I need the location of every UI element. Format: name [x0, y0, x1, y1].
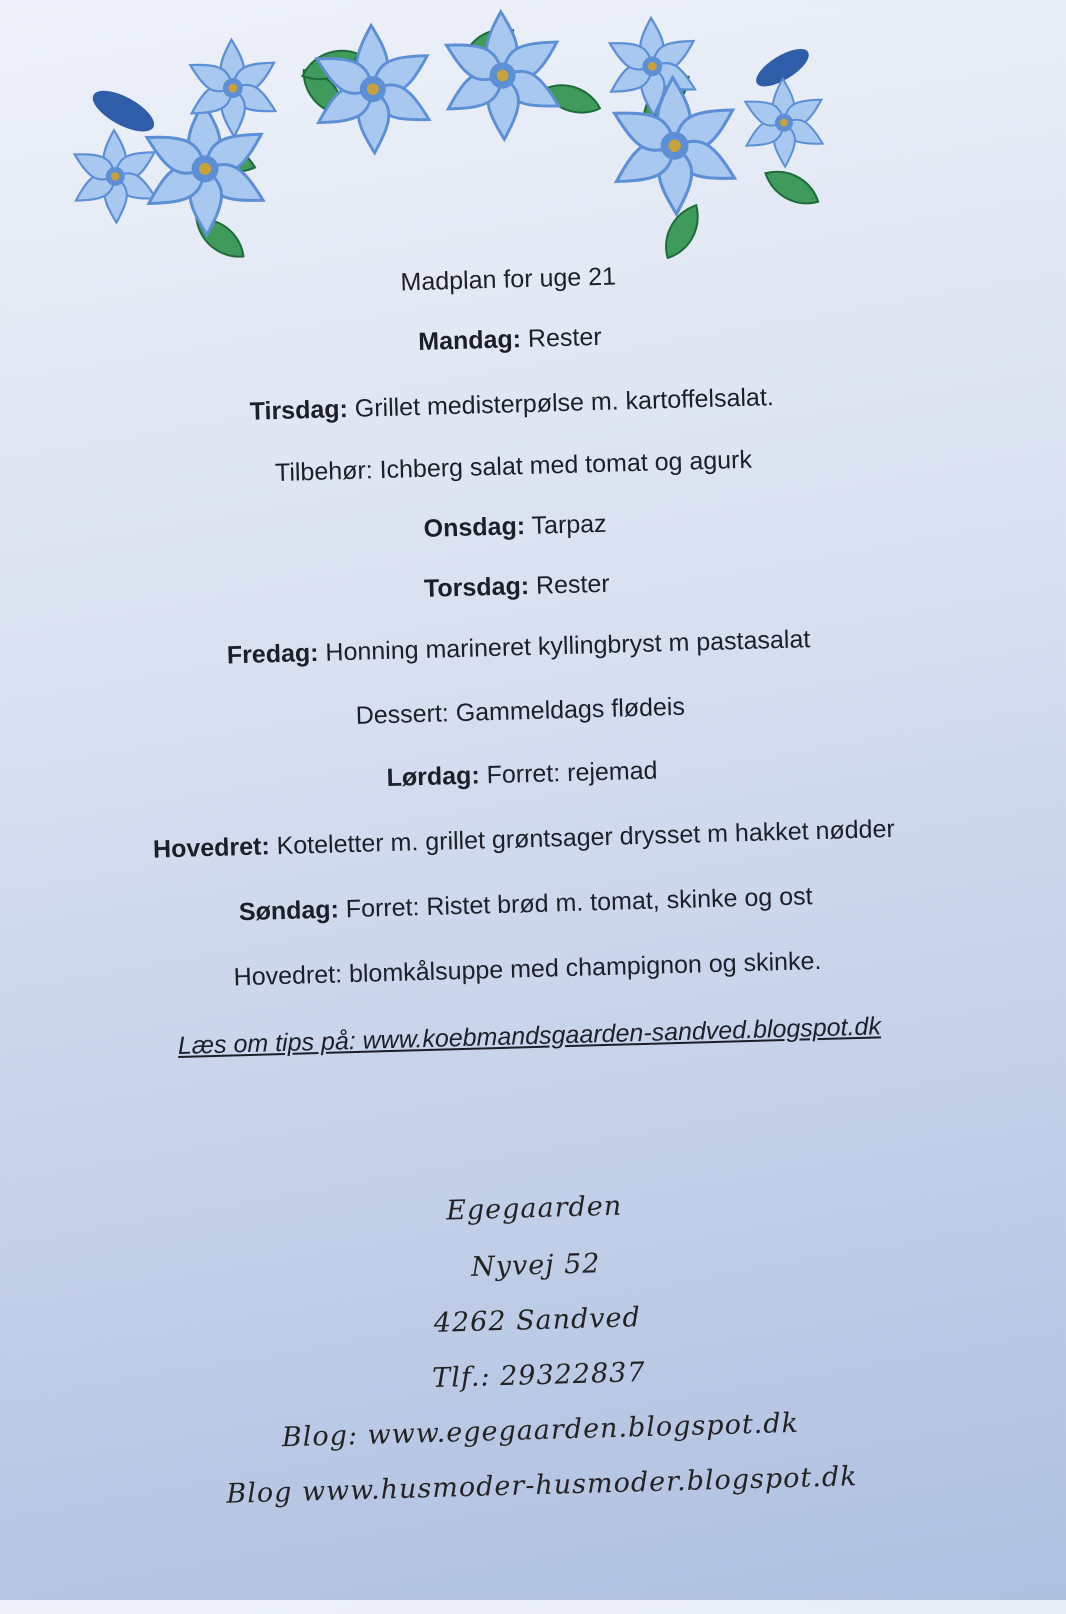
day-label: Onsdag:: [423, 512, 526, 543]
menu-line-saturday-main: [4, 811, 1044, 869]
address-name: Egegaarden: [445, 1190, 623, 1227]
menu-line-friday-dessert: [0, 683, 1040, 741]
dish-text: Honning marineret kyllingbryst m pastasalat: [318, 625, 811, 667]
menu-line-friday: [0, 619, 1039, 677]
dish-text: Forret: rejemad: [479, 756, 658, 790]
menu-line-wednesday: [0, 498, 1035, 556]
dish-text: Rester: [520, 322, 602, 354]
menu-line-tuesday-side: [0, 438, 1034, 496]
day-label: Mandag:: [417, 325, 522, 356]
menu-line-sunday-main: [7, 941, 1047, 999]
dish-text: Hovedret: blomkålsuppe med champignon og skinke.: [233, 946, 822, 992]
address-blog-1: Blog: www.egegaarden.blogspot.dk: [281, 1407, 800, 1454]
day-label: Fredag:: [226, 638, 319, 670]
menu-line-thursday: [0, 558, 1037, 616]
dish-text: Tilbehør: Ichberg salat med tomat og agurk: [274, 445, 753, 488]
day-label: Hovedret:: [152, 832, 271, 864]
dish-text: Koteletter m. grillet grøntsager drysset m hakket nødder: [269, 814, 896, 861]
menu-line-monday: [0, 311, 1030, 369]
flower-wreath-illustration: [41, 0, 869, 303]
menu-line-saturday: [2, 746, 1042, 804]
day-label: Tirsdag:: [249, 394, 349, 426]
dish-text: Grillet medisterpølse m. kartoffelsalat.: [347, 383, 775, 423]
address-phone: Tlf.: 29322837: [431, 1357, 646, 1394]
address-blog-2: Blog www.husmoder-husmoder.blogspot.dk: [225, 1461, 858, 1510]
day-label: Søndag:: [238, 895, 340, 927]
dish-text: Tarpaz: [524, 509, 607, 541]
menu-line-sunday: [6, 876, 1046, 934]
day-label: Torsdag:: [423, 571, 530, 603]
dish-text: Forret: Ristet brød m. tomat, skinke og ost: [338, 882, 813, 924]
dish-text: Rester: [528, 569, 611, 600]
menu-line-tuesday: [0, 376, 1032, 434]
day-label: Lørdag:: [386, 761, 481, 793]
dish-text: Dessert: Gammeldags flødeis: [355, 692, 686, 730]
address-city: 4262 Sandved: [433, 1302, 642, 1339]
tips-link[interactable]: Læs om tips på: www.koebmandsgaarden-sandved.blogspot.dk: [177, 1012, 882, 1060]
address-street: Nyvej 52: [470, 1248, 601, 1283]
page-title: Madplan for uge 21: [400, 262, 617, 297]
